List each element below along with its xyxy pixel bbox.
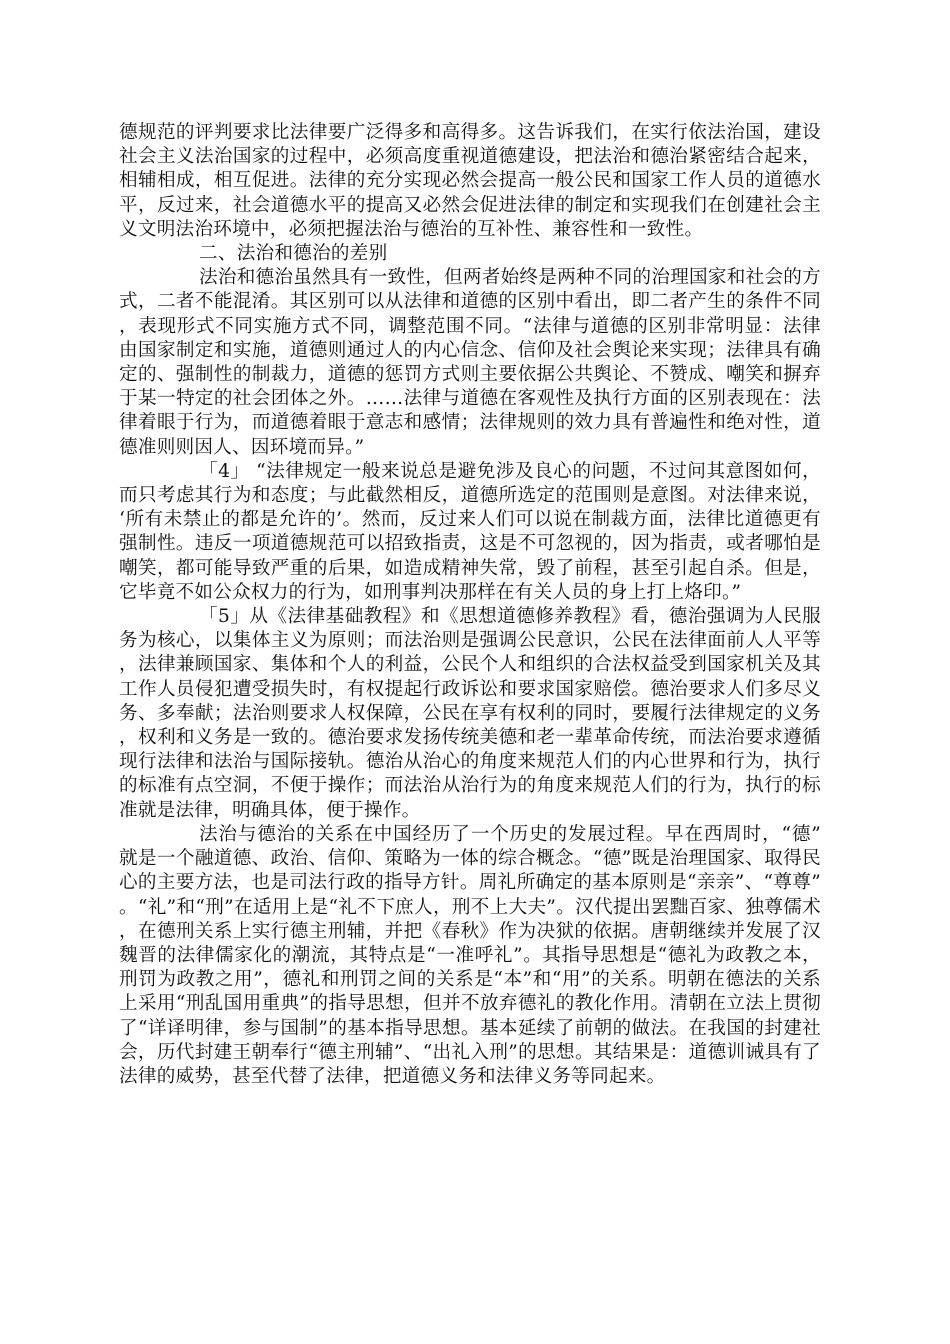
paragraph-continuation: 德规范的评判要求比法律要广泛得多和高得多。这告诉我们，在实行依法治国，建设社会主义法治国家的过程中，必须高度重视道德建设，把法治和德治紧密结合起来，相辅相成，相互促进。法律的充分实现必然会提高一般公民和国家工作人员的道德水平，反过来，社会道德水平的提高又必然会促进法律的制定和实现我们在创建社会主义文明法治环境中，必须把握法治与德治的互补性、兼容性和一致性。 bbox=[119, 122, 821, 240]
document-body bbox=[119, 121, 821, 1089]
paragraph-history: 法治与德治的关系在中国经历了一个历史的发展过程。早在西周时，“德”就是一个融道德、政治、信仰、策略为一体的综合概念。“德”既是治理国家、取得民心的主要方法，也是司法行政的指导方针。周礼所确定的基本原则是“亲亲”、“尊尊”。“礼”和“刑”在适用上是“礼不下庶人，刑不上大夫”。汉代提出罢黜百家、独尊儒术，在德刑关系上实行德主刑辅，并把《春秋》作为决狱的依据。唐朝继续并发展了汉魏晋的法律儒家化的潮流，其特点是“一准呼礼”。其指导思想是“德礼为政教之本，刑罚为政教之用”，德礼和刑罚之间的关系是“本”和“用”的关系。明朝在德法的关系上采用“刑乱国用重典”的指导思想，但并不放弃德礼的教化作用。清朝在立法上贯彻了“详译明律，参与国制”的基本指导思想。基本延续了前朝的做法。在我国的封建社会，历代封建王朝奉行“德主刑辅”、“出礼入刑”的思想。其结果是：道德训诫具有了法律的威势，甚至代替了法律，把道德义务和法律义务等同起来。 bbox=[119, 823, 821, 1087]
paragraph-citation-5: 「5」从《法律基础教程》和《思想道德修养教程》看，德治强调为人民服务为核心，以集体主义为原则；而法治则是强调公民意识，公民在法律面前人人平等，法律兼顾国家、集体和个人的利益，公民个人和组织的合法权益受到国家机关及其工作人员侵犯遭受损失时，有权提起行政诉讼和要求国家赔偿。德治要求人们多尽义务、多奉献；法治则要求人权保障，公民在享有权利的同时，要履行法律规定的义务，权利和义务是一致的。德治要求发扬传统美德和老一辈革命传统，而法治要求遵循现行法律和法治与国际接轨。德治从治心的角度来规范人们的内心世界和行为，执行的标准有点空洞，不便于操作；而法治从治行为的角度来规范人们的行为，执行的标准就是法律，明确具体，便于操作。 bbox=[119, 606, 821, 821]
section-heading: 二、法治和德治的差别 bbox=[199, 243, 388, 265]
paragraph-citation-4: 「4」 “法律规定一般来说总是避免涉及良心的问题，不过问其意图如何，而只考虑其行为和态度；与此截然相反，道德所选定的范围则是意图。对法律来说，‘所有未禁止的都是允许的’。然而，反过来人们可以说在制裁方面，法律比道德更有强制性。违反一项道德规范可以招致指责，这是不可忽视的，因为指责，或者哪怕是嘲笑，都可能导致严重的后果，如造成精神失常，毁了前程，甚至引起自杀。但是，它毕竟不如公众权力的行为，如刑事判决那样在有关人员的身上打上烙印。” bbox=[119, 460, 821, 603]
paragraph-differences: 法治和德治虽然具有一致性，但两者始终是两种不同的治理国家和社会的方式，二者不能混淆。其区别可以从法律和道德的区别中看出，即二者产生的条件不同，表现形式不同实施方式不同，调整范围不同。“法律与道德的区别非常明显：法律由国家制定和实施，道德则通过人的内心信念、信仰及社会舆论来实现；法律具有确定的、强制性的制裁力，道德的惩罚方式则主要依据公共舆论、不赞成、嘲笑和摒弃于某一特定的社会团体之外。……法律与道德在客观性及执行方面的区别表现在：法律着眼于行为，而道德着眼于意志和感情；法律规则的效力具有普遍性和绝对性，道德准则则因人、因环境而异。” bbox=[119, 267, 821, 458]
